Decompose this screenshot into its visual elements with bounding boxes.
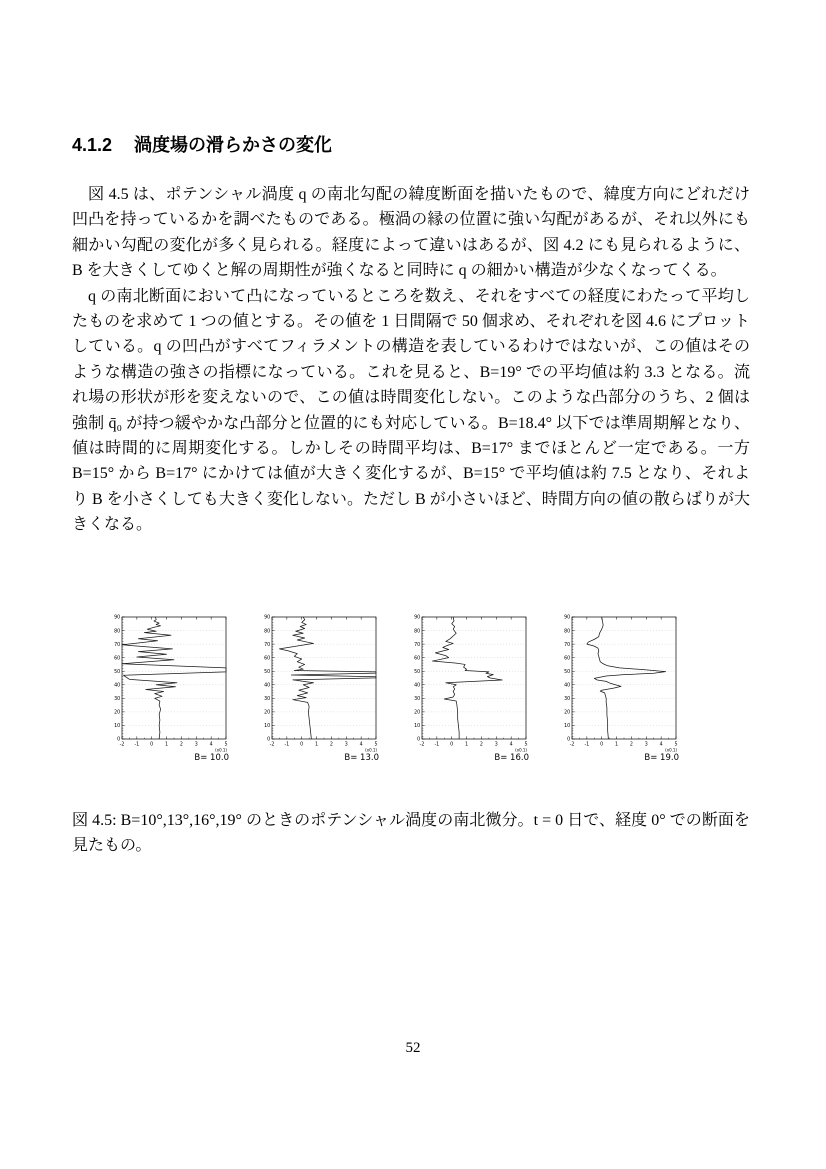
- svg-text:80: 80: [414, 629, 421, 635]
- svg-text:(x0.1): (x0.1): [215, 747, 227, 753]
- svg-text:20: 20: [414, 710, 421, 716]
- figure-caption: 図 4.5: B=10°,13°,16°,19° のときのポテンシャル渦度の南北微分。t = 0 日で、経度 0° での断面を見たもの。: [72, 812, 750, 855]
- svg-text:20: 20: [564, 710, 571, 716]
- svg-text:0: 0: [600, 742, 604, 748]
- svg-text:0: 0: [417, 737, 421, 743]
- svg-text:30: 30: [564, 697, 571, 703]
- svg-text:2: 2: [629, 742, 633, 748]
- svg-text:60: 60: [114, 656, 121, 662]
- svg-text:(x0.1): (x0.1): [515, 747, 527, 753]
- body-text: [72, 182, 750, 538]
- svg-text:40: 40: [564, 683, 571, 689]
- svg-text:90: 90: [264, 615, 271, 621]
- paragraph: 図 4.5 は、ポテンシャル渦度 q の南北勾配の緯度断面を描いたもので、緯度方向にどれだけ凹凸を持っているかを調べたものである。極渦の縁の位置に強い勾配があるが、それ以外にも細かい勾配の変化が多く見られる。経度によって違いはあるが、図 4.2 にも見られるように、B を大きくしてゆくと解の周期性が強くなると同時に q の細かい構造が少なくなってくる。: [72, 186, 750, 280]
- svg-text:0: 0: [150, 742, 154, 748]
- svg-text:50: 50: [414, 669, 421, 675]
- svg-text:30: 30: [264, 697, 271, 703]
- svg-text:B= 16.0: B= 16.0: [494, 753, 529, 763]
- svg-text:40: 40: [264, 683, 271, 689]
- svg-text:4: 4: [659, 742, 663, 748]
- svg-text:-1: -1: [434, 742, 440, 748]
- svg-text:1: 1: [165, 742, 169, 748]
- svg-text:90: 90: [564, 615, 571, 621]
- svg-text:3: 3: [194, 742, 198, 748]
- svg-text:4: 4: [359, 742, 363, 748]
- svg-text:50: 50: [264, 669, 271, 675]
- svg-text:90: 90: [414, 615, 421, 621]
- svg-text:30: 30: [414, 697, 421, 703]
- svg-text:-2: -2: [569, 742, 575, 748]
- svg-text:5: 5: [524, 742, 528, 748]
- svg-text:70: 70: [264, 642, 271, 648]
- svg-text:70: 70: [114, 642, 121, 648]
- svg-text:70: 70: [564, 642, 571, 648]
- svg-text:60: 60: [414, 656, 421, 662]
- svg-text:60: 60: [264, 656, 271, 662]
- svg-text:60: 60: [564, 656, 571, 662]
- svg-text:(x0.1): (x0.1): [365, 747, 377, 753]
- svg-text:20: 20: [114, 710, 121, 716]
- svg-text:5: 5: [374, 742, 378, 748]
- svg-text:3: 3: [344, 742, 348, 748]
- svg-text:-2: -2: [419, 742, 425, 748]
- svg-text:40: 40: [114, 683, 121, 689]
- svg-text:B= 13.0: B= 13.0: [344, 753, 379, 763]
- line-chart-b16: [400, 612, 550, 764]
- section-number: 4.1.2: [72, 135, 113, 155]
- svg-text:2: 2: [329, 742, 333, 748]
- svg-text:1: 1: [315, 742, 319, 748]
- svg-text:50: 50: [114, 669, 121, 675]
- svg-text:40: 40: [414, 683, 421, 689]
- svg-text:-1: -1: [284, 742, 290, 748]
- line-chart-b19: [550, 612, 700, 764]
- svg-text:70: 70: [414, 642, 421, 648]
- svg-text:10: 10: [114, 724, 121, 730]
- line-chart-b10: [100, 612, 250, 764]
- section-heading: [72, 131, 332, 157]
- svg-text:90: 90: [114, 615, 121, 621]
- svg-text:3: 3: [494, 742, 498, 748]
- svg-text:50: 50: [564, 669, 571, 675]
- svg-text:10: 10: [414, 724, 421, 730]
- svg-text:10: 10: [564, 724, 571, 730]
- paragraph: q の南北断面において凸になっているところを数え、それをすべての経度にわたって平均したものを求めて 1 つの値とする。その値を 1 日間隔で 50 個求め、それぞれを図 4.6 にプロットしている。q の凹凸がすべてフィラメントの構造を表しているわけではないが、この値はそのような構造の強さの指標になっている。これを見ると、B=19° での平均値は約 3.3 となる。流れ場の形状が形を変えないので、この値は時間変化しない。このような凸部分のうち、2 個は強制 q̄₀ が持つ緩やかな凸部分と位置的にも対応している。B=18.4° 以下では準周期解となり、値は時間的に周期変化する。しかしその時間平均は、B=17° までほとんど一定である。一方 B=15° から B=17° にかけては値が大きく変化するが、B=15° で平均値は約 7.5 となり、それより B を小さくしても大きく変化しない。ただし B が小さいほど、時間方向の値の散らばりが大きくなる。: [72, 287, 750, 534]
- line-chart-b13: [250, 612, 400, 764]
- svg-text:-1: -1: [134, 742, 140, 748]
- svg-text:0: 0: [450, 742, 454, 748]
- svg-text:0: 0: [267, 737, 271, 743]
- page-number: 52: [405, 1040, 421, 1056]
- svg-text:1: 1: [465, 742, 469, 748]
- svg-text:0: 0: [567, 737, 571, 743]
- svg-text:4: 4: [209, 742, 213, 748]
- svg-text:5: 5: [224, 742, 228, 748]
- figure-4-5: [100, 612, 740, 764]
- svg-text:0: 0: [117, 737, 121, 743]
- svg-text:5: 5: [674, 742, 678, 748]
- svg-text:20: 20: [264, 710, 271, 716]
- svg-text:-2: -2: [119, 742, 125, 748]
- svg-text:3: 3: [644, 742, 648, 748]
- svg-text:B= 19.0: B= 19.0: [644, 753, 679, 763]
- svg-text:0: 0: [300, 742, 304, 748]
- svg-text:4: 4: [509, 742, 513, 748]
- svg-text:B= 10.0: B= 10.0: [194, 753, 229, 763]
- section-title: 渦度場の滑らかさの変化: [134, 135, 333, 155]
- svg-text:80: 80: [114, 629, 121, 635]
- svg-text:80: 80: [564, 629, 571, 635]
- svg-text:-1: -1: [584, 742, 590, 748]
- svg-text:10: 10: [264, 724, 271, 730]
- svg-text:2: 2: [479, 742, 483, 748]
- svg-text:-2: -2: [269, 742, 275, 748]
- svg-text:2: 2: [179, 742, 183, 748]
- svg-text:30: 30: [114, 697, 121, 703]
- svg-text:80: 80: [264, 629, 271, 635]
- svg-text:1: 1: [615, 742, 619, 748]
- svg-text:(x0.1): (x0.1): [665, 747, 677, 753]
